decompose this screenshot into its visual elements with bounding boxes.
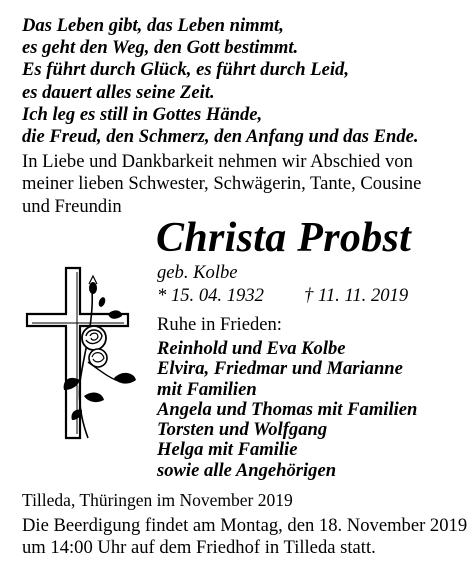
poem-line: Es führt durch Glück, es führt durch Leid, xyxy=(22,59,350,81)
mourner-line: sowie alle Angehörigen xyxy=(157,459,337,481)
mourner-line: Helga mit Familie xyxy=(157,439,298,461)
intro-text xyxy=(22,151,421,218)
mourners-list xyxy=(157,339,417,481)
place-date: Tilleda, Thüringen im November 2019 xyxy=(22,490,293,510)
cross-with-rose-icon xyxy=(22,262,142,449)
mourner-line: Elvira, Friedmar und Marianne xyxy=(157,358,403,380)
mourner-line: Reinhold und Eva Kolbe xyxy=(157,338,346,359)
mourner-line: mit Familien xyxy=(157,378,257,400)
mourner-line: Angela und Thomas mit Familien xyxy=(157,398,418,420)
maiden-name: geb. Kolbe xyxy=(157,262,238,283)
poem-line: Ich leg es still in Gottes Hände, xyxy=(22,103,263,125)
birth-date: * 15. 04. 1932 xyxy=(157,285,264,306)
poem-line: Das Leben gibt, das Leben nimmt, xyxy=(22,15,284,36)
poem xyxy=(22,15,419,148)
rest-in-peace-label: Ruhe in Frieden: xyxy=(157,314,282,335)
mourner-line: Torsten und Wolfgang xyxy=(157,419,328,441)
funeral-line: Die Beerdigung findet am Montag, den 18. November 2019 xyxy=(22,515,468,536)
funeral-line: um 14:00 Uhr auf dem Friedhof in Tilleda statt. xyxy=(22,537,376,559)
death-date: † 11. 11. 2019 xyxy=(304,285,409,306)
poem-line: es dauert alles seine Zeit. xyxy=(22,81,215,103)
intro-line: und Freundin xyxy=(22,195,122,217)
poem-line: die Freud, den Schmerz, den Anfang und das Ende. xyxy=(22,126,419,148)
funeral-info xyxy=(22,515,467,559)
intro-line: In Liebe und Dankbarkeit nehmen wir Abschied von xyxy=(22,151,413,172)
deceased-name: Christa Probst xyxy=(156,215,412,261)
intro-line: meiner lieben Schwester, Schwägerin, Tante, Cousine xyxy=(22,173,422,195)
poem-line: es geht den Weg, den Gott bestimmt. xyxy=(22,37,299,59)
